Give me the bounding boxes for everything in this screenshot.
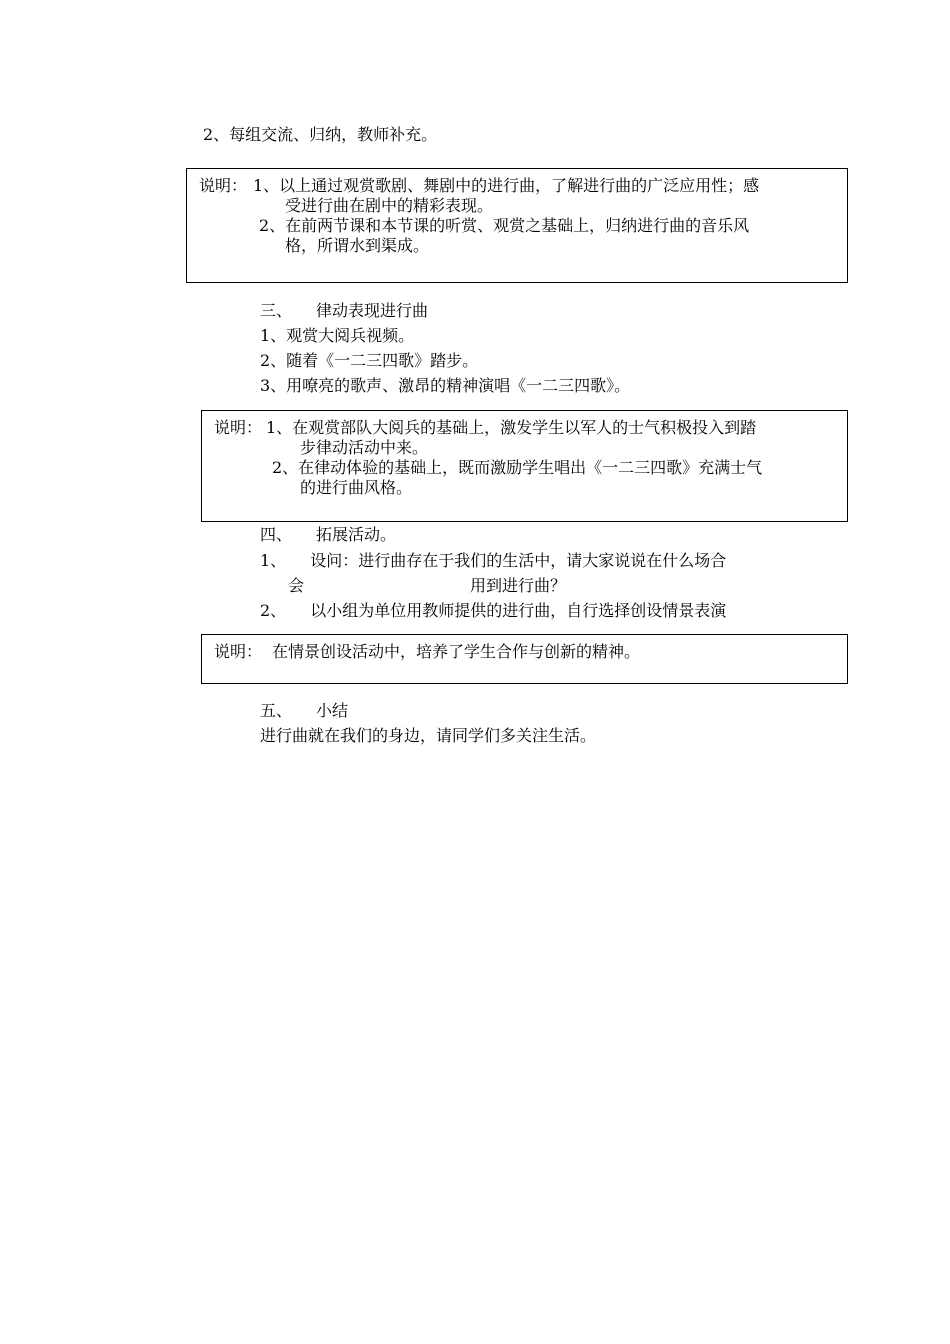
list-item	[260, 600, 726, 622]
note-label: 说明：	[214, 418, 263, 437]
note-text: 2、在前两节课和本节课的听赏、观赏之基础上，归纳进行曲的音乐风	[259, 216, 750, 235]
intro-line: 2、每组交流、归纳，教师补充。	[203, 125, 438, 144]
list-item	[260, 550, 726, 572]
note-label: 说明：	[214, 642, 263, 661]
section-title: 拓展活动。	[316, 525, 397, 544]
note-text: 1、在观赏部队大阅兵的基础上，激发学生以军人的士气积极投入到踏	[266, 418, 757, 437]
section-number: 三、	[260, 301, 293, 320]
list-item: 1、观赏大阅兵视频。	[260, 326, 415, 345]
note-label: 说明：	[199, 176, 248, 195]
section-title: 小结	[316, 701, 349, 720]
section-number: 四、	[260, 525, 293, 544]
section-title: 律动表现进行曲	[316, 301, 429, 320]
list-item: 3、用嘹亮的歌声、激昂的精神演唱《一二三四歌》。	[260, 376, 631, 395]
list-item-continued: 会	[288, 576, 305, 595]
list-number: 1、	[260, 551, 287, 570]
note-text: 1、以上通过观赏歌剧、舞剧中的进行曲，了解进行曲的广泛应用性；感	[253, 176, 760, 195]
note-text: 2、在律动体验的基础上，既而激励学生唱出《一二三四歌》充满士气	[272, 458, 763, 477]
section-heading	[260, 524, 396, 546]
list-number: 2、	[260, 601, 287, 620]
note-box-1	[186, 168, 848, 283]
list-item-continued: 用到进行曲？	[470, 576, 567, 595]
note-box-3	[201, 634, 848, 684]
note-box-2	[201, 410, 848, 522]
note-text: 在情景创设活动中，培养了学生合作与创新的精神。	[272, 642, 641, 661]
list-text: 设问：进行曲存在于我们的生活中，请大家说说在什么场合	[310, 551, 727, 570]
note-text: 的进行曲风格。	[300, 478, 413, 497]
note-text: 格，所谓水到渠成。	[285, 236, 430, 255]
summary-text: 进行曲就在我们的身边，请同学们多关注生活。	[260, 726, 597, 745]
list-text: 以小组为单位用教师提供的进行曲，自行选择创设情景表演	[310, 601, 727, 620]
section-heading	[260, 700, 348, 722]
section-number: 五、	[260, 701, 293, 720]
section-heading	[260, 300, 428, 322]
list-item: 2、随着《一二三四歌》踏步。	[260, 351, 479, 370]
note-text: 受进行曲在剧中的精彩表现。	[285, 196, 494, 215]
note-text: 步律动活动中来。	[300, 438, 429, 457]
